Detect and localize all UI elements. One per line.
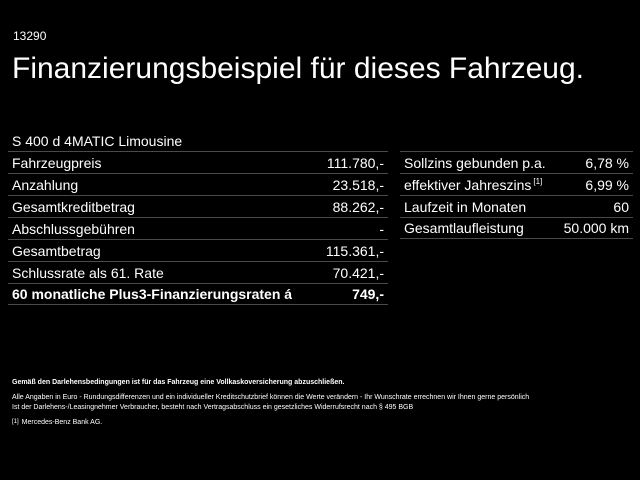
row-label: Gesamtkreditbetrag [12,198,135,215]
footnote-mark: [1] [12,419,19,425]
row-label: Schlussrate als 61. Rate [12,264,164,281]
row-label: Sollzins gebunden p.a. [404,154,546,171]
disclaimer-line: Alle Angaben in Euro - Rundungsdifferenzen und ein individueller Kreditschutzbrief können die Werte verändern - Ihr Wunschrate errechnen wir Ihnen gerne persönlich [12,394,530,401]
footnote-ref: [1] [533,176,543,186]
row-label: Gesamtbetrag [12,242,101,259]
table-row [8,173,388,195]
row-value: 70.421,- [332,264,384,281]
row-value: 115.361,- [325,242,384,259]
financing-table [8,151,388,305]
row-value: 6,99 % [585,176,629,193]
row-value: - [379,220,384,237]
table-row [8,261,388,283]
table-row [400,195,633,217]
row-value: 749,- [352,286,384,302]
table-row [8,217,388,239]
page-title: Finanzierungsbeispiel für dieses Fahrzeug. [12,52,584,85]
row-value: 111.780,- [326,154,384,171]
table-row [400,151,633,173]
row-label: Laufzeit in Monaten [404,198,527,215]
row-value: 88.262,- [332,198,384,215]
row-value: 23.518,- [332,176,384,193]
footnote [12,418,628,428]
row-label: Anzahlung [12,176,79,193]
row-label: Fahrzeugpreis [12,154,102,171]
row-label: Abschlussgebühren [12,220,135,237]
table-row [400,217,633,239]
row-label: Gesamtlaufleistung [404,220,524,236]
row-value: 60 [613,198,629,215]
interest-table [400,151,633,239]
table-row [8,151,388,173]
row-label: 60 monatliche Plus3-Finanzierungsraten á [12,286,293,302]
model-name: S 400 d 4MATIC Limousine [12,133,183,149]
table-row [8,195,388,217]
legal-notes [12,378,628,428]
row-label: effektiver Jahreszins [404,176,532,193]
table-row [8,239,388,261]
table-row [400,173,633,195]
row-value: 6,78 % [585,154,629,171]
footnote-text: Mercedes-Benz Bank AG. [21,419,103,426]
monthly-rate-row [8,283,388,305]
reference-number: 13290 [13,29,47,43]
withdrawal-note: Ist der Darlehens-/Leasingnehmer Verbraucher, besteht nach Vertragsabschluss ein gesetzliches Widerrufsrecht nach § 495 BGB [12,404,414,411]
insurance-note: Gemäß den Darlehensbedingungen ist für das Fahrzeug eine Vollkaskoversicherung abzuschließen. [12,379,345,386]
row-label-with-footnote [404,177,542,193]
row-value: 50.000 km [563,220,629,236]
